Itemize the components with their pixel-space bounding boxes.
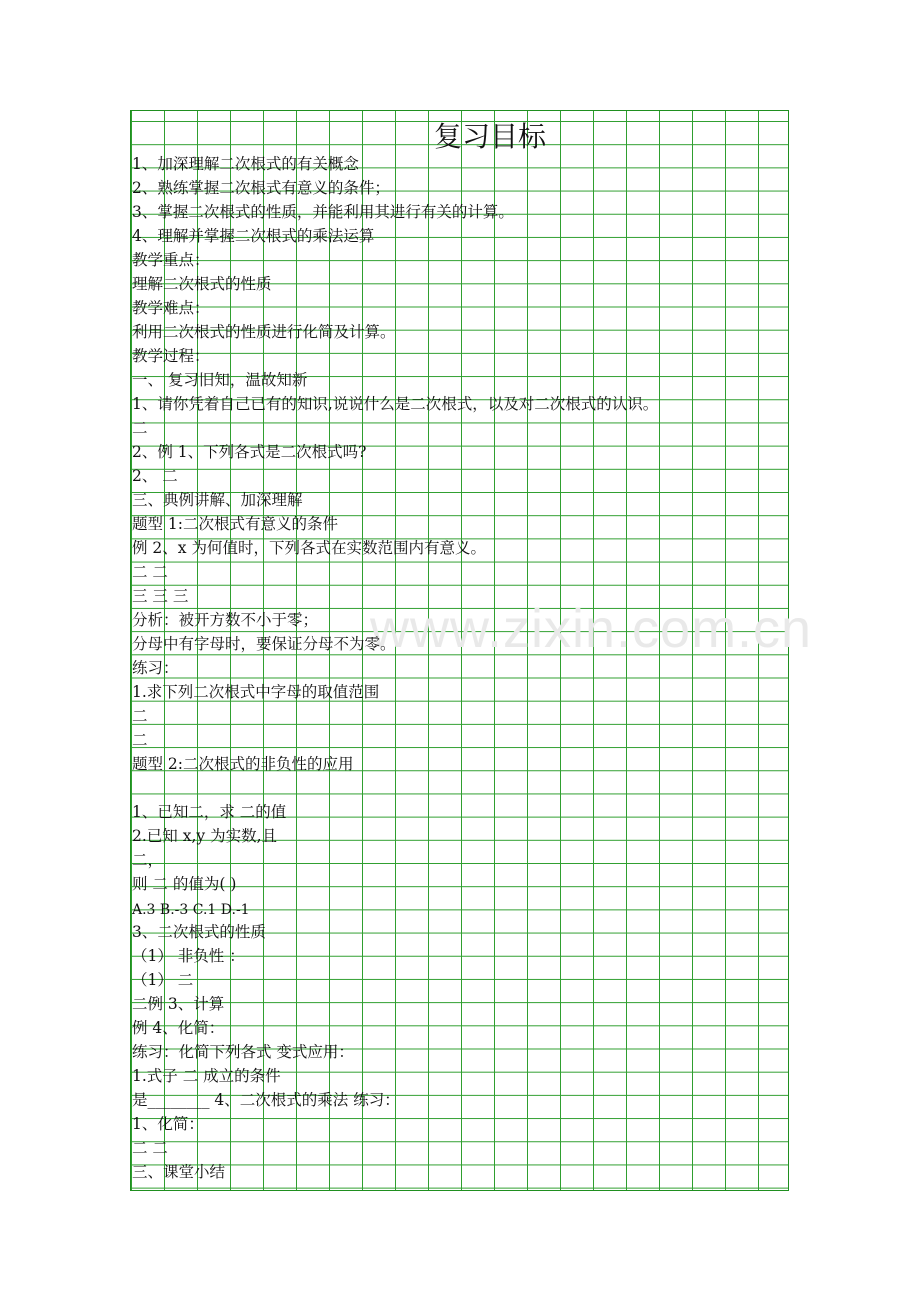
text-line: 1.式子 二 成立的条件 <box>132 1067 281 1085</box>
text-line: 2、熟练掌握二次根式有意义的条件； <box>132 179 390 197</box>
text-line: 则 二 的值为( ) <box>132 875 237 893</box>
text-line: 利用二次根式的性质进行化简及计算。 <box>132 323 396 341</box>
text-line: 2、例 1、下列各式是二次根式吗? <box>132 443 367 461</box>
text-line: 2、 二 <box>132 467 178 485</box>
text-line: 二 <box>132 707 148 725</box>
text-line: 1、加深理解二次根式的有关概念 <box>132 155 359 173</box>
text-line: 教学重点： <box>132 251 210 269</box>
text-line: 3、二次根式的性质 <box>132 923 266 941</box>
text-line: 三、典例讲解、加深理解 <box>132 491 303 509</box>
text-line: 分析：被开方数不小于零； <box>132 611 319 629</box>
text-line: 例 4、化简： <box>132 1019 225 1037</box>
text-line: 2.已知 x,y 为实数,且 <box>132 827 277 845</box>
text-line: 题型 2:二次根式的非负性的应用 <box>132 755 354 773</box>
text-line: 一、 复习旧知，温故知新 <box>132 371 308 389</box>
text-line: 1、请你凭着自己已有的知识,说说什么是二次根式，以及对二次根式的认识。 <box>132 395 659 413</box>
text-line: 二， <box>132 851 164 869</box>
text-line: 例 2、x 为何值时，下列各式在实数范围内有意义。 <box>132 539 486 557</box>
text-line: 1、化简： <box>132 1115 204 1133</box>
text-line: 三、课堂小结 <box>132 1163 226 1181</box>
text-line: 1.求下列二次根式中字母的取值范围 <box>132 683 380 701</box>
text-line: 4、理解并掌握二次根式的乘法运算 <box>132 227 375 245</box>
text-line: 理解二次根式的性质 <box>132 275 272 293</box>
text-line: 二 二 <box>132 1139 168 1157</box>
watermark: www.zixin.com.cn <box>370 599 813 659</box>
text-line: 二 <box>132 419 148 437</box>
text-line: 二 二 <box>132 563 168 581</box>
text-line: 1、已知二，求 二的值 <box>132 803 287 821</box>
text-line: 二 <box>132 731 148 749</box>
text-line: 题型 1:二次根式有意义的条件 <box>132 515 339 533</box>
text-line: 练习：化简下列各式 变式应用： <box>132 1043 354 1061</box>
text-line: 教学难点： <box>132 299 210 317</box>
text-line: 分母中有字母时，要保证分母不为零。 <box>132 635 396 653</box>
page-title: 复习目标 <box>433 120 546 153</box>
text-line: （1） 非负性 ： <box>132 947 245 965</box>
text-line: 是________ 4、二次根式的乘法 练习： <box>132 1091 400 1109</box>
text-line: 二例 3、计算 <box>132 995 225 1013</box>
text-line: 教学过程： <box>132 347 210 365</box>
text-line: 练习： <box>132 659 179 677</box>
text-line: A.3 B.-3 C.1 D.-1 <box>132 902 250 918</box>
text-line: （1） 二 <box>132 971 194 989</box>
text-line: 3、掌握二次根式的性质，并能利用其进行有关的计算。 <box>132 203 514 221</box>
text-line: 三 三 三 <box>132 587 189 605</box>
